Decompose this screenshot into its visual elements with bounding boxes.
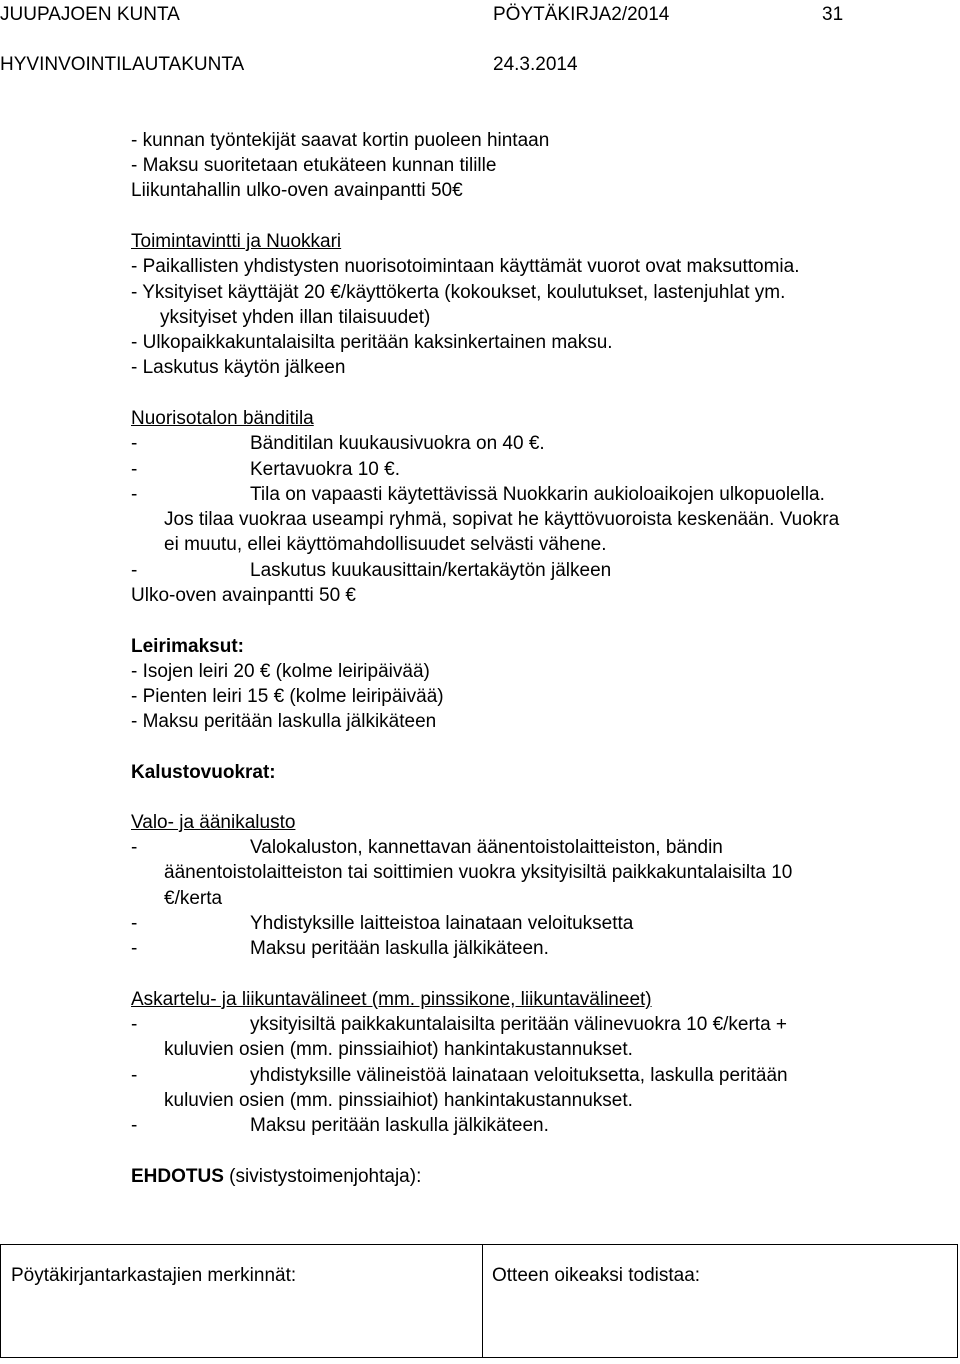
- header-committee: HYVINVOINTILAUTAKUNTA: [0, 54, 245, 75]
- askartelu-line-3: yhdistyksille välineistöä lainataan veloituksetta, laskulla peritään: [250, 1065, 788, 1086]
- askartelu-line-2: kuluvien osien (mm. pinssiaihiot) hankintakustannukset.: [164, 1039, 633, 1060]
- valo-dash-5: -: [131, 938, 138, 959]
- banditila-line-3: Tila on vapaasti käytettävissä Nuokkarin aukioloaikojen ulkopuolella.: [250, 484, 825, 505]
- askartelu-dash-1: -: [131, 1014, 138, 1035]
- leirimaksut-line-1: - Isojen leiri 20 € (kolme leiripäivää): [131, 661, 430, 682]
- section-heading-banditila: Nuorisotalon bänditila: [131, 408, 314, 429]
- intro-line-1: - kunnan työntekijät saavat kortin puoleen hintaan: [131, 130, 550, 151]
- subheading-valo-aani: Valo- ja äänikalusto: [131, 812, 296, 833]
- banditila-line-1: Bänditilan kuukausivuokra on 40 €.: [250, 433, 545, 454]
- valo-line-3: €/kerta: [164, 888, 223, 909]
- banditila-line-6: Laskutus kuukausittain/kertakäytön jälkeen: [250, 560, 612, 581]
- header-document-number: PÖYTÄKIRJA2/2014: [493, 4, 670, 25]
- banditila-dash-2: -: [131, 459, 138, 480]
- askartelu-line-4: kuluvien osien (mm. pinssiaihiot) hankintakustannukset.: [164, 1090, 633, 1111]
- banditila-line-5: ei muutu, ellei käyttömahdollisuudet selvästi vähene.: [164, 534, 607, 555]
- section-heading-kalustovuokrat: Kalustovuokrat:: [131, 762, 276, 783]
- ehdotus-line: [131, 1166, 421, 1188]
- section-heading-leirimaksut: Leirimaksut:: [131, 636, 244, 657]
- askartelu-dash-3: -: [131, 1065, 138, 1086]
- ehdotus-author: (sivistystoimenjohtaja):: [223, 1166, 422, 1187]
- signature-cell-certification: [482, 1245, 957, 1357]
- leirimaksut-line-2: - Pienten leiri 15 € (kolme leiripäivää): [131, 686, 444, 707]
- valo-line-5: Maksu peritään laskulla jälkikäteen.: [250, 938, 549, 959]
- askartelu-dash-5: -: [131, 1115, 138, 1136]
- header-date: 24.3.2014: [493, 54, 578, 75]
- toimintavintti-line-4: - Ulkopaikkakuntalaisilta peritään kaksinkertainen maksu.: [131, 332, 613, 353]
- header-municipality: JUUPAJOEN KUNTA: [0, 4, 180, 25]
- toimintavintti-line-3: yksityiset yhden illan tilaisuudet): [160, 307, 431, 328]
- toimintavintti-line-2: - Yksityiset käyttäjät 20 €/käyttökerta (kokoukset, koulutukset, lastenjuhlat ym.: [131, 282, 786, 303]
- leirimaksut-line-3: - Maksu peritään laskulla jälkikäteen: [131, 711, 437, 732]
- subheading-askartelu: Askartelu- ja liikuntavälineet (mm. pinssikone, liikuntavälineet): [131, 989, 652, 1010]
- ehdotus-label: EHDOTUS: [131, 1166, 224, 1187]
- toimintavintti-line-1: - Paikallisten yhdistysten nuorisotoimintaan käyttämät vuorot ovat maksuttomia.: [131, 256, 800, 277]
- header-page-number: 31: [822, 4, 844, 25]
- signature-certification-label: Otteen oikeaksi todistaa:: [492, 1265, 701, 1286]
- signature-box: [0, 1244, 958, 1358]
- valo-line-2: äänentoistolaitteiston tai soittimien vuokra yksityisiltä paikkakuntalaisilta 10: [164, 862, 793, 883]
- valo-line-4: Yhdistyksille laitteistoa lainataan veloituksetta: [250, 913, 634, 934]
- banditila-line-7: Ulko-oven avainpantti 50 €: [131, 585, 356, 606]
- signature-cell-reviewers: [1, 1245, 483, 1357]
- intro-line-3: Liikuntahallin ulko-oven avainpantti 50€: [131, 180, 463, 201]
- askartelu-line-5: Maksu peritään laskulla jälkikäteen.: [250, 1115, 549, 1136]
- valo-line-1: Valokaluston, kannettavan äänentoistolaitteiston, bändin: [250, 837, 723, 858]
- banditila-dash-6: -: [131, 560, 138, 581]
- signature-reviewers-label: Pöytäkirjantarkastajien merkinnät:: [11, 1265, 297, 1286]
- valo-dash-4: -: [131, 913, 138, 934]
- banditila-line-2: Kertavuokra 10 €.: [250, 459, 400, 480]
- banditila-dash-1: -: [131, 433, 138, 454]
- askartelu-line-1: yksityisiltä paikkakuntalaisilta peritään välinevuokra 10 €/kerta +: [250, 1014, 788, 1035]
- toimintavintti-line-5: - Laskutus käytön jälkeen: [131, 357, 346, 378]
- intro-line-2: - Maksu suoritetaan etukäteen kunnan tilille: [131, 155, 497, 176]
- banditila-dash-3: -: [131, 484, 138, 505]
- banditila-line-4: Jos tilaa vuokraa useampi ryhmä, sopivat he käyttövuoroista keskenään. Vuokra: [164, 509, 840, 530]
- section-heading-toimintavintti: Toimintavintti ja Nuokkari: [131, 231, 342, 252]
- valo-dash-1: -: [131, 837, 138, 858]
